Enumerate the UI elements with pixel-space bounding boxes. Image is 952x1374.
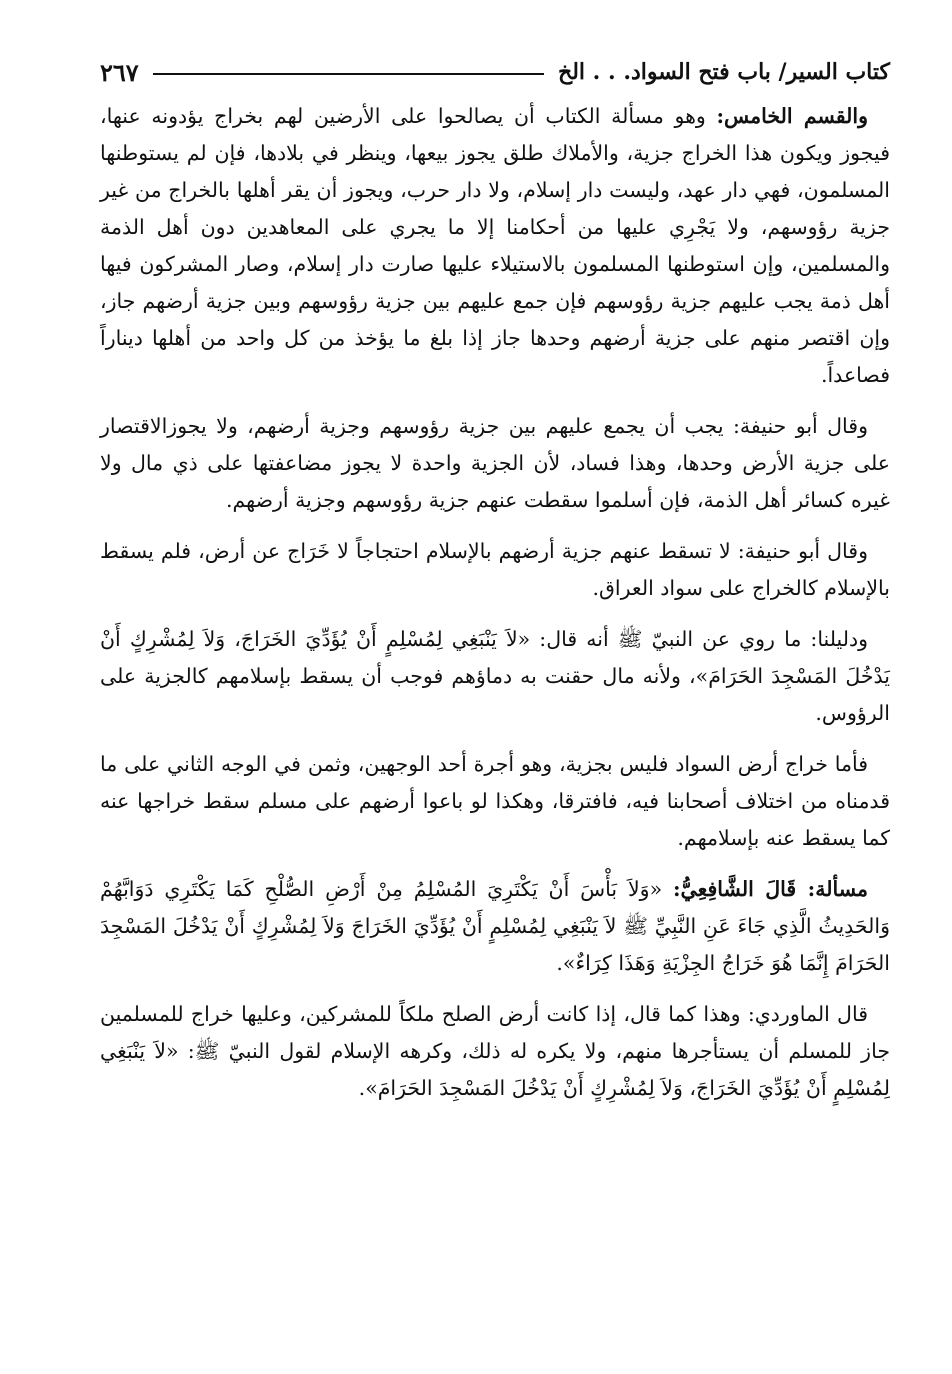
paragraph-abu-hanifa-2 [100, 533, 890, 607]
paragraph-masala-shafii [100, 871, 890, 982]
paragraph-lead: والقسم الخامس: [716, 104, 869, 128]
running-title: كتاب السير/ باب فتح السواد. . . الخ [558, 59, 890, 85]
header-rule [153, 73, 544, 75]
paragraph-fifth-division [100, 98, 890, 394]
paragraph-mawardi [100, 996, 890, 1107]
paragraph-abu-hanifa-1 [100, 408, 890, 519]
paragraph-text: «وَلاَ بَأْسَ أَنْ يَكْتَرِيَ المُسْلِمُ مِنْ أَرْضِ الصُّلْحِ كَمَا يَكْتَرِي دَوَابَّهُمْ وَالحَدِيثُ الَّذِي جَاءَ عَنِ النَّبِيِّ ﷺ لاَ يَنْبَغِي لِمُسْلِمٍ أَنْ يُؤَدِّيَ الخَرَاجَ وَلاَ لِمُشْرِكٍ أَنْ يَدْخُلَ المَسْجِدَ الحَرَامَ إِنَّمَا هُوَ خَرَاجُ الجِزْيَةِ وَهَذَا كِرَاءٌ». [100, 877, 890, 975]
paragraph-lead: مسألة: قَالَ الشَّافِعِيُّ: [672, 877, 868, 901]
paragraph-text: فأما خراج أرض السواد فليس بجزية، وهو أجرة أحد الوجهين، وثمن في الوجه الثاني على ما قدمناه من اختلاف أصحابنا فيه، فافترقا، وهكذا لو باعوا أرضهم على مسلم سقط خراجها عنه كما يسقط عنه بإسلامهم. [100, 752, 890, 850]
page-number: ٢٦٧ [100, 57, 139, 87]
paragraph-text: قال الماوردي: وهذا كما قال، إذا كانت أرض الصلح ملكاً للمشركين، وعليها خراج للمسلمين جاز للمسلم أن يستأجرها منهم، ولا يكره له ذلك، وكرهه الإسلام لقول النبيّ ﷺ: «لاَ يَنْبَغِي لِمُسْلِمٍ أَنْ يُؤَدِّيَ الخَرَاجَ، وَلاَ لِمُشْرِكٍ أَنْ يَدْخُلَ المَسْجِدَ الحَرَامَ». [100, 1002, 890, 1100]
paragraph-text: وقال أبو حنيفة: لا تسقط عنهم جزية أرضهم بالإسلام احتجاجاً لا خَرَاج عن أرض، فلم يسقط بالإسلام كالخراج على سواد العراق. [100, 539, 890, 600]
body-text [100, 98, 890, 1107]
paragraph-text: وهو مسألة الكتاب أن يصالحوا على الأرضين لهم بخراج يؤدونه عنها، فيجوز ويكون هذا الخراج جزية، والأملاك طلق يجوز بيعها، وينظر في بلادها، فإن لم يستوطنها المسلمون، فهي دار عهد، وليست دار إسلام، ولا دار حرب، ويجوز أن يقر أهلها بالخراج من غير جزية رؤوسهم، ولا يَجْرِي عليها من أحكامنا إلا ما يجري على المعاهدين دون أهل الذمة والمسلمين، وإن استوطنها المسلمون بالاستيلاء عليها صارت دار إسلام، وصار المشركون فيها أهل ذمة يجب عليهم جزية رؤوسهم فإن جمع عليهم بين جزية رؤوسهم وبين جزية أرضهم جاز، وإن اقتصر منهم على جزية أرضهم وحدها جاز إذا بلغ ما يؤخذ من كل واحد من أهلها ديناراً فصاعداً. [100, 104, 890, 387]
running-header [100, 52, 890, 92]
book-page [100, 52, 890, 1342]
paragraph-text: وقال أبو حنيفة: يجب أن يجمع عليهم بين جزية رؤوسهم وجزية أرضهم، ولا يجوزالاقتصار على جزية الأرض وحدها، وهذا فساد، لأن الجزية واحدة لا يجوز مضاعفتها على ذي مال ولا غيره كسائر أهل الذمة، فإن أسلموا سقطت عنهم جزية رؤوسهم وجزية أرضهم. [100, 414, 890, 512]
paragraph-text: ودليلنا: ما روي عن النبيّ ﷺ أنه قال: «لاَ يَنْبَغِي لِمُسْلِمٍ أَنْ يُؤَدِّيَ الخَرَاجَ، وَلاَ لِمُشْرِكٍ أَنْ يَدْخُلَ المَسْجِدَ الحَرَامَ»، ولأنه مال حقنت به دماؤهم فوجب أن يسقط بإسلامهم كالجزية على الرؤوس. [100, 627, 890, 725]
paragraph-sawad-kharaj [100, 746, 890, 857]
paragraph-evidence [100, 621, 890, 732]
